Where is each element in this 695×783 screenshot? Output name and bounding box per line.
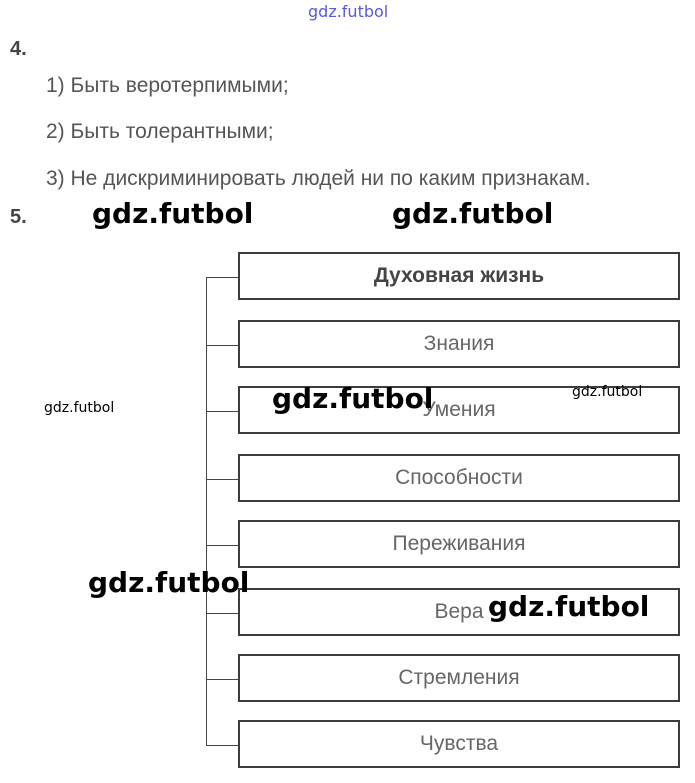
task-4-item-3: 3) Не дискриминировать людей ни по каким признакам. [46,167,591,190]
box-knowledge [238,320,680,368]
watermark: gdz.futbol [272,382,434,415]
watermark-top: gdz.futbol [308,2,389,21]
bracket-tick [206,613,238,614]
watermark: gdz.futbol [88,566,250,599]
bracket-tick [206,345,238,346]
box-label: Способности [395,466,523,489]
bracket-tick [206,479,238,480]
box-spiritual-life [238,252,680,300]
watermark: gdz.futbol [488,590,650,623]
bracket-tick [206,411,238,412]
box-aspirations [238,654,680,702]
box-feelings [238,720,680,768]
task-4-item-2: 2) Быть толерантными; [46,120,274,143]
box-label: Знания [423,332,495,355]
box-label: Духовная жизнь [373,264,545,287]
task-4-number: 4. [10,38,27,60]
watermark: gdz.futbol [92,197,254,230]
box-label: Чувства [419,732,499,755]
bracket-tick [206,745,238,746]
task-4-item-1: 1) Быть веротерпимыми; [46,74,289,97]
box-label: Стремления [398,666,520,689]
box-label: Вера [434,600,484,623]
bracket-tick [206,545,238,546]
watermark: gdz.futbol [44,400,115,416]
box-label: Переживания [392,532,526,555]
bracket-tick [206,679,238,680]
box-label: Умения [422,398,496,421]
diagram-bracket-line [206,277,207,745]
box-abilities [238,454,680,502]
bracket-tick [206,277,238,278]
task-5-number: 5. [10,206,27,228]
watermark: gdz.futbol [572,384,643,400]
box-experiences [238,520,680,568]
watermark: gdz.futbol [392,197,554,230]
